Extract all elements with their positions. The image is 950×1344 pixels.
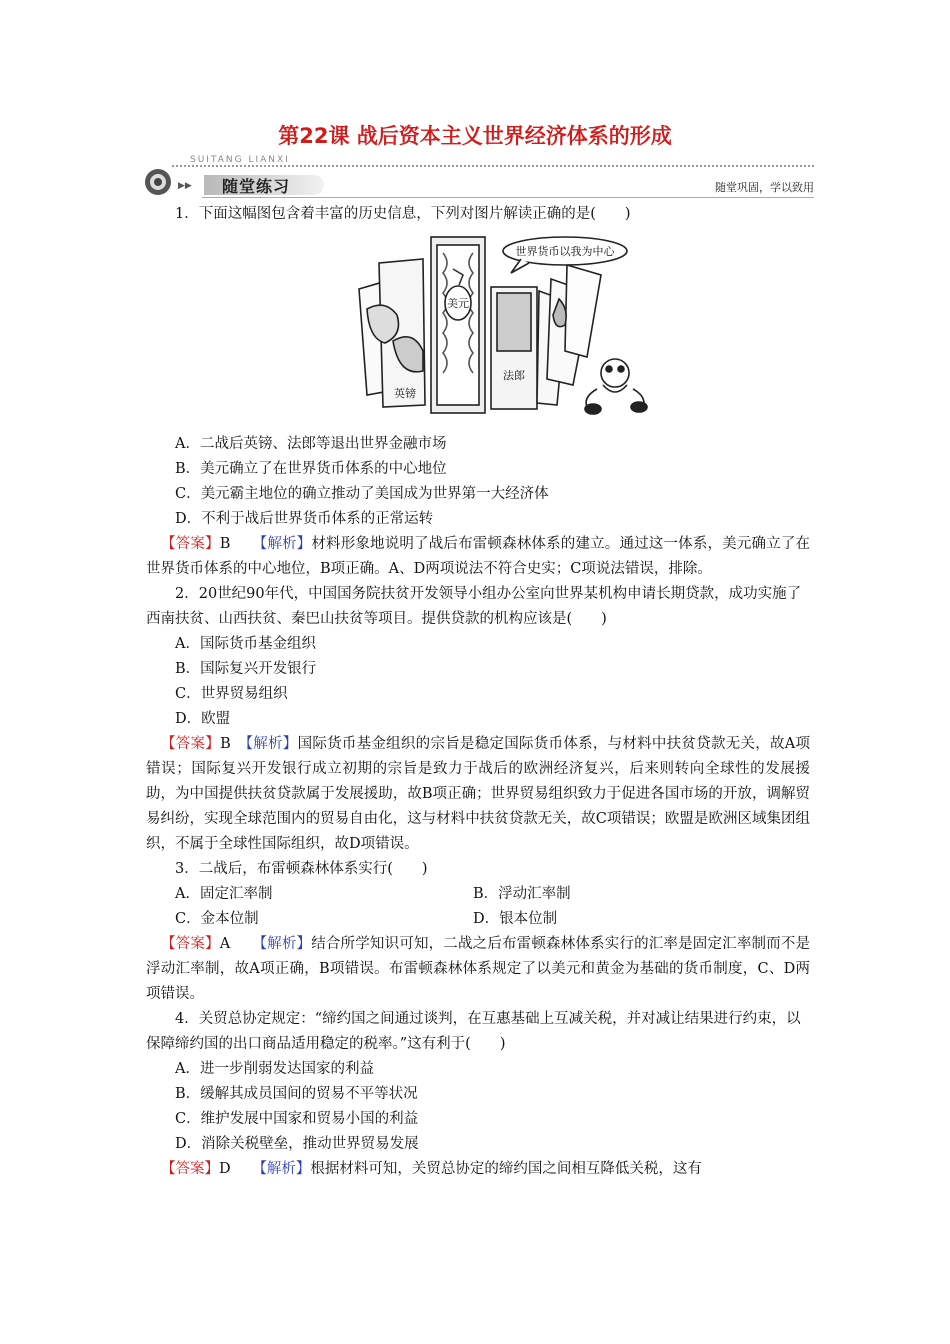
banner-pinyin: SUITANG LIANXI	[190, 155, 290, 165]
question-3-stem: 3．二战后，布雷顿森林体系实行( )	[175, 861, 428, 877]
question-2-option-a: A．国际货币基金组织	[175, 636, 316, 652]
answer-tag: 【答案】	[161, 1161, 219, 1177]
page-title: 第22课 战后资本主义世界经济体系的形成	[278, 124, 672, 148]
banner-base-rule	[202, 197, 814, 198]
exercise-content	[146, 202, 810, 1182]
question-2-option-c: C．世界贸易组织	[175, 686, 288, 702]
question-1-option-b: B．美元确立了在世界货币体系的中心地位	[175, 461, 447, 477]
label-gbp: 英镑	[394, 387, 416, 400]
question-3-option-a: A．固定汇率制	[175, 886, 273, 902]
question-3-options-row-2	[146, 907, 810, 932]
question-1-option-a: A．二战后英镑、法郎等退出世界金融市场	[175, 436, 447, 452]
question-4-option-c: C．维护发展中国家和贸易小国的利益	[175, 1111, 419, 1127]
question-4-option-b: B．缓解其成员国间的贸易不平等状况	[175, 1086, 418, 1102]
question-2-option-b: B．国际复兴开发银行	[175, 661, 317, 677]
analysis-text: 材料形象地说明了战后布雷顿森林体系的建立。通过这一体系，美元确立了在世界货币体系的中心地位，B项正确。A、D两项说法不符合史实；C项说法错误，排除。	[146, 536, 811, 577]
analysis-tag: 【解析】	[245, 736, 298, 752]
question-2-answer	[146, 732, 810, 857]
question-3-options-row-1	[146, 882, 810, 907]
analysis-text: 根据材料可知，关贸总协定的缔约国之间相互降低关税，这有	[310, 1161, 702, 1177]
question-4-stem: 4．关贸总协定规定：“缔约国之间通过谈判，在互惠基础上互减关税，并对减让结果进行约束，以保障缔约国的出口商品适用稳定的税率。”这有利于( )	[146, 1011, 801, 1052]
section-banner	[142, 155, 814, 201]
label-frf: 法郎	[503, 369, 525, 382]
answer-tag: 【答案】	[161, 536, 220, 552]
answer-tag: 【答案】	[161, 936, 220, 952]
analysis-tag: 【解析】	[259, 536, 312, 552]
banner-label: 随堂练习	[222, 177, 291, 196]
cartoon-figure	[146, 227, 810, 432]
question-3-option-c: C．金本位制	[175, 911, 259, 927]
question-4-answer	[146, 1157, 810, 1182]
answer-value: B	[219, 536, 260, 552]
question-3-answer	[146, 932, 810, 1007]
label-usd: 美元	[447, 297, 469, 310]
question-4-option-a: A．进一步削弱发达国家的利益	[175, 1061, 374, 1077]
question-1-option-c: C．美元霸主地位的确立推动了美国成为世界第一大经济体	[175, 486, 549, 502]
answer-tag: 【答案】	[161, 736, 221, 752]
answer-value: B	[220, 736, 246, 752]
analysis-tag: 【解析】	[259, 936, 312, 952]
arrow-icon: ▶▶	[178, 181, 192, 191]
answer-value: A	[219, 936, 260, 952]
question-4-option-d: D．消除关税壁垒，推动世界贸易发展	[175, 1136, 419, 1152]
analysis-tag: 【解析】	[259, 1161, 311, 1177]
analysis-text: 结合所学知识可知，二战之后布雷顿森林体系实行的汇率是固定汇率制而不是浮动汇率制，故A项正确，B项错误。布雷顿森林体系规定了以美元和黄金为基础的货币制度，C、D两项错误。	[146, 936, 811, 1002]
bubble-text: 世界货币以我为中心	[515, 245, 615, 258]
question-3-option-d: D．银本位制	[473, 911, 558, 927]
question-3-option-b: B．浮动汇率制	[473, 886, 571, 902]
question-1-answer	[146, 532, 810, 582]
answer-value: D	[219, 1161, 260, 1177]
banner-dotted-rule	[172, 165, 814, 167]
question-1-option-d: D．不利于战后世界货币体系的正常运转	[175, 511, 434, 527]
analysis-text: 国际货币基金组织的宗旨是稳定国际货币体系，与材料中扶贫贷款无关，故A项错误；国际复兴开发银行成立初期的宗旨是致力于战后的欧洲经济复兴，后来则转向全球性的发展援助，为中国提供扶贫贷款属于发展援助，故B项正确；世界贸易组织致力于促进各国市场的开放，调解贸易纠纷，实现全球范围内的贸易自由化，这与材料中扶贫贷款无关，故C项错误；欧盟是欧洲区域集团组织，不属于全球性国际组织，故D项错误。	[146, 736, 811, 852]
gear-icon	[142, 167, 176, 197]
question-1-stem: 1．下面这幅图包含着丰富的历史信息，下列对图片解读正确的是( )	[175, 206, 631, 222]
question-2-option-d: D．欧盟	[175, 711, 231, 727]
banner-slogan: 随堂巩固，学以致用	[715, 181, 814, 194]
currency-cartoon	[353, 229, 653, 419]
question-2-stem: 2．20世纪90年代，中国国务院扶贫开发领导小组办公室向世界某机构申请长期贷款，成功实施了西南扶贫、山西扶贫、秦巴山扶贫等项目。提供贷款的机构应该是( )	[146, 586, 802, 627]
